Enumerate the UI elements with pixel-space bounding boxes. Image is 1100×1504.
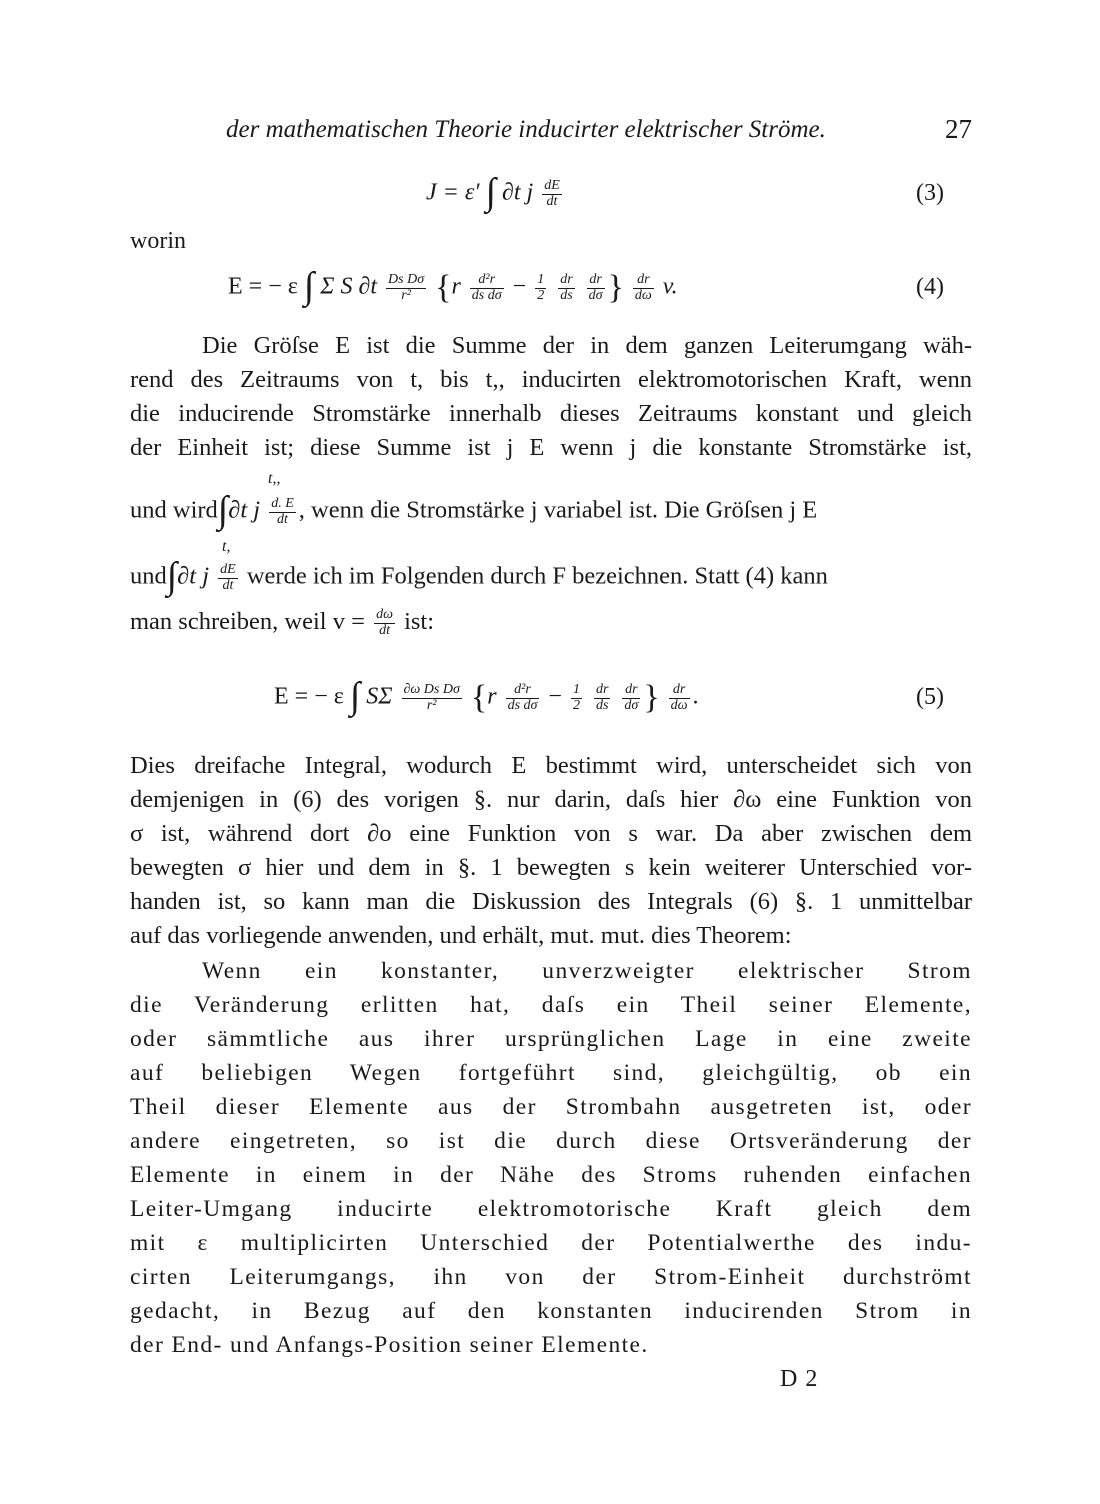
para1-line-1: Die Gröſse E ist die Summe der in dem ganzen Leiterumgang wäh- <box>202 332 972 359</box>
eq4-r: r <box>451 273 461 300</box>
line6-integral: ∫ <box>166 555 178 597</box>
line5-fraction <box>269 497 296 527</box>
eq4-pre: Σ S ∂t <box>320 273 378 300</box>
eq5-f5-den: dσ <box>624 697 639 713</box>
eq4-integral: ∫ <box>303 265 315 307</box>
para2-line: σ ist, während dort ∂o eine Funktion von s war. Da aber zwischen dem <box>130 820 972 847</box>
equation-5 <box>130 676 972 722</box>
eq3-integral: ∫ <box>485 171 496 213</box>
theorem-line: andere eingetreten, so ist die durch diese Ortsveränderung der <box>130 1128 972 1154</box>
eq5-f6-num: dr <box>669 683 690 699</box>
eq4-f5-num: dr <box>587 273 605 289</box>
eq5-brace-open: { <box>470 679 488 716</box>
eq3-frac-num: dE <box>544 177 560 193</box>
eq4-frac-4 <box>558 273 574 303</box>
eq5-frac-2 <box>506 683 540 713</box>
eq4-frac-2 <box>470 273 504 303</box>
eq4-brace-close: } <box>607 269 624 306</box>
para1-line-3: die inducirende Stromstärke innerhalb dieses Zeitraums konstant und gleich <box>130 400 972 427</box>
theorem-line: der End- und Anfangs-Position seiner Elemente. <box>130 1332 649 1358</box>
page-number: 27 <box>945 114 972 144</box>
eq4-brace-open: { <box>435 269 452 306</box>
eq4-frac-3 <box>535 273 546 303</box>
eq3-frac-den: dt <box>546 193 558 209</box>
running-head-title: der mathematischen Theorie inducirter elektrischer Ströme. <box>226 116 826 143</box>
eq4-f1-num: Ds Dσ <box>388 271 425 287</box>
line7-lead: man schreiben, weil v = <box>130 608 365 635</box>
eq4-f2-den: ds dσ <box>471 287 502 303</box>
line6-body: ∂t j <box>177 562 210 590</box>
para1-line-5 <box>130 470 972 555</box>
worin-label: worin <box>130 228 186 254</box>
line5-integral: ∫ <box>217 489 229 531</box>
eq5-r: r <box>487 683 497 710</box>
eq3-number: (3) <box>916 180 944 206</box>
eq5-frac-3 <box>571 683 582 713</box>
theorem-line: Elemente in einem in der Nähe des Stroms ruhenden einfachen <box>130 1162 972 1188</box>
eq5-frac-6 <box>669 683 690 713</box>
theorem-line: oder sämmtliche aus ihrer ursprünglichen Lage in eine zweite <box>130 1026 972 1052</box>
line5-lead: und wird <box>130 496 218 524</box>
theorem-line: auf beliebigen Wegen fortgeführt sind, gleichgültig, ob ein <box>130 1060 972 1086</box>
eq4-frac-1 <box>386 273 426 303</box>
line6-lead: und <box>130 562 167 590</box>
line5-rest: , wenn die Stromstärke j variabel ist. Die Gröſsen j E <box>298 496 818 524</box>
page <box>130 0 972 1504</box>
eq5-brace-close: } <box>643 679 660 716</box>
eq5-f6-den: dω <box>670 697 688 713</box>
eq4-f2-num: d²r <box>470 273 504 289</box>
para2-line: bewegten σ hier und dem in §. 1 bewegten s kein weiterer Unterschied vor- <box>130 854 972 881</box>
para1-line-6 <box>130 556 972 606</box>
eq5-tail: . <box>692 683 699 710</box>
eq4-f6-num: dr <box>633 273 654 289</box>
line5-lower-limit: t, <box>222 538 231 555</box>
eq4-f4-num: dr <box>560 271 573 287</box>
eq4-f6-den: dω <box>634 287 652 303</box>
line6-rest: werde ich im Folgenden durch F bezeichnen. Statt (4) kann <box>246 562 828 590</box>
eq5-frac-5 <box>622 683 640 713</box>
eq5-f5-num: dr <box>622 683 640 699</box>
eq3-fraction <box>542 179 562 209</box>
eq4-lhs: E = − ε <box>228 273 298 300</box>
eq4-number: (4) <box>916 274 944 300</box>
eq5-number: (5) <box>916 684 944 710</box>
eq5-frac-1 <box>402 683 462 713</box>
eq5-frac-4 <box>594 683 610 713</box>
eq5-pre: SΣ <box>366 683 393 710</box>
para2-line: handen ist, so kann man die Diskussion des Integrals (6) §. 1 unmittelbar <box>130 888 972 915</box>
theorem-line: cirten Leiterumgangs, ihn von der Strom-Einheit durchströmt <box>130 1264 972 1290</box>
para2-line: Dies dreifache Integral, wodurch E bestimmt wird, unterscheidet sich von <box>130 752 972 779</box>
line5-upper-limit: t,, <box>268 470 281 487</box>
para2-line: demjenigen in (6) des vorigen §. nur darin, daſs hier ∂ω eine Funktion von <box>130 786 972 813</box>
line7-frac-num: dω <box>376 607 393 623</box>
eq4-f5-den: dσ <box>588 287 603 303</box>
line7-fraction <box>374 608 395 638</box>
eq4-minus: − <box>512 273 527 300</box>
eq3-lhs: J = ε′ <box>426 179 480 206</box>
equation-3 <box>130 172 972 218</box>
theorem-line: gedacht, in Bezug auf den konstanten inducirenden Strom in <box>130 1298 972 1324</box>
eq5-f4-num: dr <box>595 681 609 697</box>
eq5-f3-num: 1 <box>572 681 580 697</box>
eq5-integral: ∫ <box>349 675 361 717</box>
eq4-f1-den: r² <box>401 287 411 303</box>
theorem-line: Theil dieser Elemente aus der Strombahn ausgetreten ist, oder <box>130 1094 972 1120</box>
para1-line-7 <box>130 608 972 654</box>
eq5-f2-num: d²r <box>506 683 540 699</box>
eq5-f1-den: r² <box>426 697 437 713</box>
para1-line-4: der Einheit ist; diese Summe ist j E wenn j die konstante Stromstärke ist, <box>130 434 972 461</box>
eq5-lhs: E = − ε <box>274 683 344 710</box>
eq5-f2-den: ds dσ <box>507 697 538 713</box>
line7-rest: ist: <box>404 608 435 635</box>
line6-frac-den: dt <box>222 577 234 593</box>
eq4-frac-5 <box>587 273 605 303</box>
line5-frac-den: dt <box>277 511 288 527</box>
theorem-line: die Veränderung erlitten hat, daſs ein Theil seiner Elemente, <box>130 992 972 1018</box>
equation-4 <box>130 266 972 312</box>
line7-frac-den: dt <box>379 622 390 638</box>
eq5-minus: − <box>548 683 562 710</box>
eq4-tail: v. <box>662 273 678 300</box>
eq4-f3-den: 2 <box>537 287 545 303</box>
eq4-f4-den: ds <box>560 287 573 303</box>
running-head <box>130 112 972 152</box>
para1-line-2: rend des Zeitraums von t, bis t,, inducirten elektromotorischen Kraft, wenn <box>130 366 972 393</box>
signature-mark: D 2 <box>780 1366 819 1392</box>
line6-frac-num: dE <box>220 561 236 577</box>
eq4-f3-num: 1 <box>537 271 545 287</box>
eq5-f4-den: ds <box>595 697 609 713</box>
eq5-f1-num: ∂ω Ds Dσ <box>403 681 460 697</box>
theorem-line: Wenn ein konstanter, unverzweigter elektrischer Strom <box>202 958 972 984</box>
theorem-line: Leiter-Umgang inducirte elektromotorische Kraft gleich dem <box>130 1196 972 1222</box>
eq3-body: ∂t j <box>501 179 534 206</box>
line5-frac-num: d. E <box>271 495 294 511</box>
eq5-f3-den: 2 <box>572 697 580 713</box>
line5-body: ∂t j <box>228 496 261 524</box>
para2-line: auf das vorliegende anwenden, und erhält, mut. mut. dies Theorem: <box>130 922 792 949</box>
theorem-line: mit ε multiplicirten Unterschied der Potentialwerthe des indu- <box>130 1230 972 1256</box>
eq4-frac-6 <box>633 273 654 303</box>
line6-fraction <box>218 563 238 593</box>
